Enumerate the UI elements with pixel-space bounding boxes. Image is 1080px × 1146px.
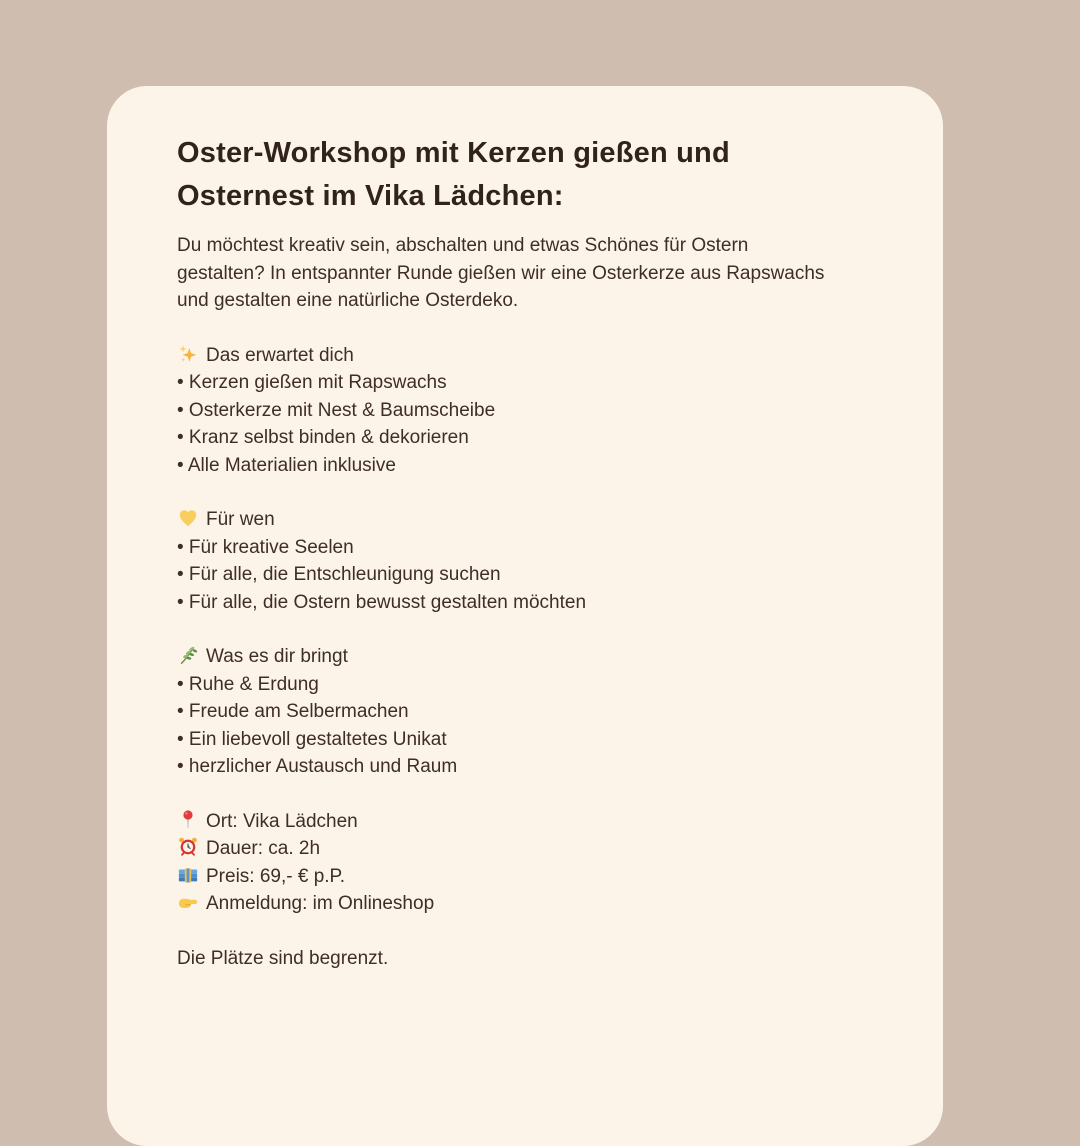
bullet-item: • Für alle, die Ostern bewusst gestalten möchten bbox=[177, 591, 587, 613]
bullet-item: • Freude am Selbermachen bbox=[177, 701, 409, 722]
section-heading bbox=[177, 342, 887, 370]
intro-line: und gestalten eine natürliche Osterdeko. bbox=[177, 290, 519, 311]
intro-line: gestalten? In entspannter Runde gießen wir eine Osterkerze aus Rapswachs bbox=[177, 262, 825, 284]
detail-text: Anmeldung: im Onlineshop bbox=[206, 893, 435, 914]
sparkles-icon bbox=[177, 343, 199, 365]
bullet-item: • Alle Materialien inklusive bbox=[177, 454, 396, 476]
bullet-item: • Kerzen gießen mit Rapswachs bbox=[177, 372, 447, 393]
bullet-item: • Für alle, die Entschleunigung suchen bbox=[177, 564, 501, 585]
section bbox=[177, 342, 887, 480]
euro-banknote-icon bbox=[177, 864, 199, 886]
detail-line bbox=[177, 890, 887, 918]
details-block bbox=[177, 808, 887, 918]
closing-note: Die Plätze sind begrenzt. bbox=[177, 947, 389, 969]
yellow-heart-icon bbox=[177, 507, 199, 529]
alarm-clock-icon bbox=[177, 836, 199, 858]
section-heading bbox=[177, 643, 887, 671]
title-line-1: Oster-Workshop mit Kerzen gießen und bbox=[177, 137, 730, 169]
section-heading bbox=[177, 506, 887, 534]
round-pushpin-icon bbox=[177, 809, 199, 831]
detail-line bbox=[177, 808, 887, 836]
intro-paragraph bbox=[177, 232, 887, 315]
bullet-item: • Kranz selbst binden & dekorieren bbox=[177, 427, 469, 448]
detail-text: Dauer: ca. 2h bbox=[206, 838, 321, 859]
detail-text: Preis: 69,- € p.P. bbox=[206, 865, 346, 887]
detail-text: Ort: Vika Lädchen bbox=[206, 810, 358, 832]
section-heading-label: Für wen bbox=[206, 509, 275, 530]
bullet-item: • Ein liebevoll gestaltetes Unikat bbox=[177, 728, 447, 750]
details-container bbox=[177, 808, 887, 918]
bullet-item: • Für kreative Seelen bbox=[177, 536, 354, 558]
bullet-item: • herzlicher Austausch und Raum bbox=[177, 756, 458, 777]
detail-line bbox=[177, 863, 887, 891]
section-heading-label: Was es dir bringt bbox=[206, 646, 348, 667]
page-title bbox=[177, 132, 887, 218]
intro-line: Du möchtest kreativ sein, abschalten und etwas Schönes für Ostern bbox=[177, 235, 749, 256]
bullet-item: • Osterkerze mit Nest & Baumscheibe bbox=[177, 399, 496, 421]
section bbox=[177, 506, 887, 616]
section-heading-label: Das erwartet dich bbox=[206, 344, 354, 366]
bullet-item: • Ruhe & Erdung bbox=[177, 673, 319, 695]
detail-line bbox=[177, 835, 887, 863]
section bbox=[177, 643, 887, 781]
workshop-card bbox=[107, 86, 943, 1146]
sections-container bbox=[177, 342, 887, 781]
pointing-right-icon bbox=[177, 891, 199, 913]
herb-icon bbox=[177, 644, 199, 666]
title-line-2: Osternest im Vika Lädchen: bbox=[177, 180, 564, 212]
